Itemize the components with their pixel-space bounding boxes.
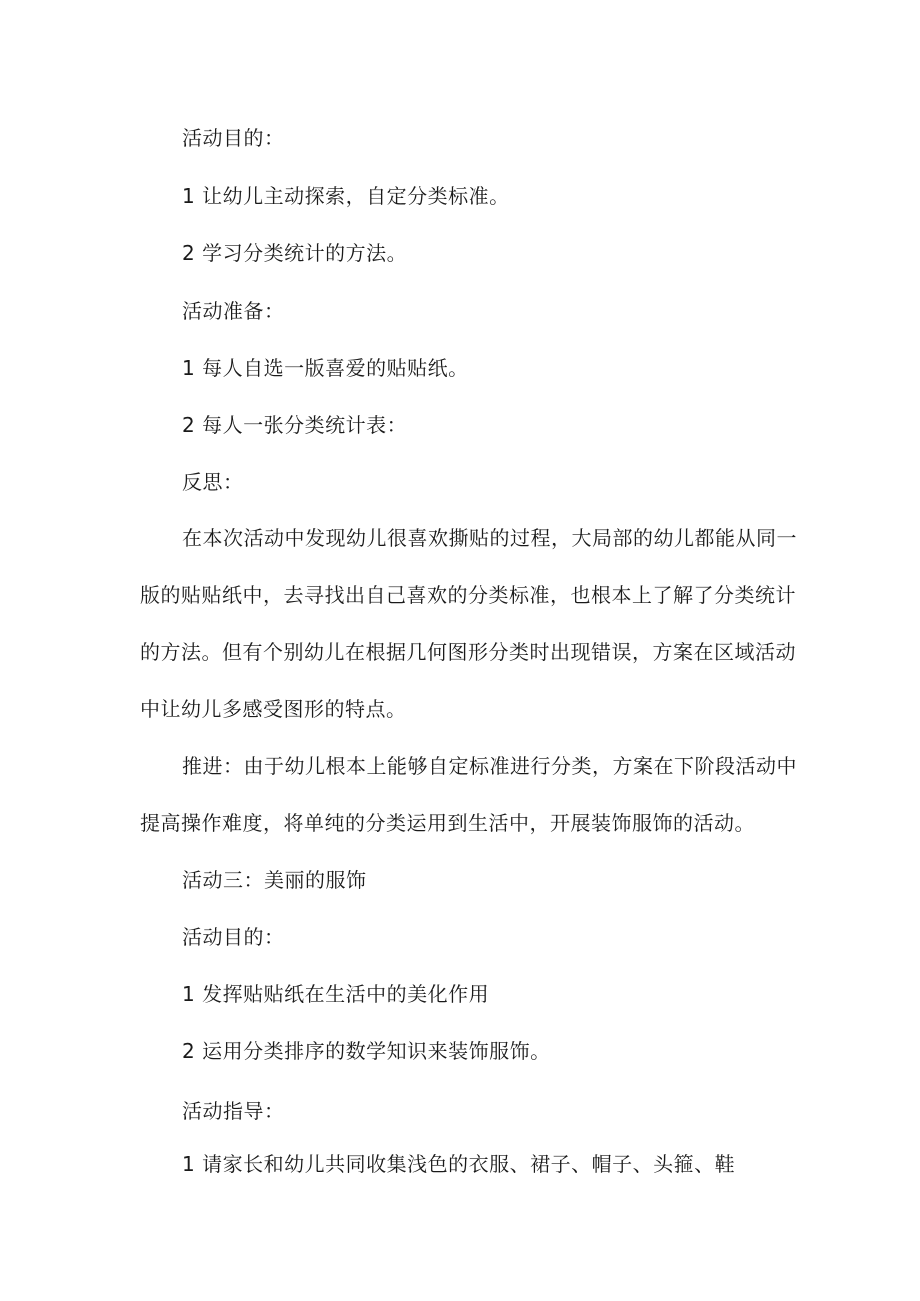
heading-reflection: 反思： [182, 470, 244, 494]
reflection-paragraph-line-2: 版的贴贴纸中，去寻找出自己喜欢的分类标准，也根本上了解了分类统计 [140, 583, 796, 607]
reflection-paragraph-line-3: 的方法。但有个别幼儿在根据几何图形分类时出现错误，方案在区域活动 [140, 640, 796, 664]
heading-activity-goal: 活动目的： [182, 126, 285, 150]
goal-item-2: 2 学习分类统计的方法。 [182, 241, 408, 265]
goal-2-item-2: 2 运用分类排序的数学知识来装饰服饰。 [182, 1039, 551, 1063]
preparation-item-2: 2 每人一张分类统计表： [182, 413, 408, 437]
goal-item-1: 1 让幼儿主动探索，自定分类标准。 [182, 184, 510, 208]
goal-2-item-1: 1 发挥贴贴纸在生活中的美化作用 [182, 982, 490, 1006]
heading-activity-preparation: 活动准备： [182, 299, 285, 323]
advance-paragraph-line-2: 提高操作难度，将单纯的分类运用到生活中，开展装饰服饰的活动。 [140, 811, 755, 835]
reflection-paragraph-line-1: 在本次活动中发现幼儿很喜欢撕贴的过程，大局部的幼儿都能从同一 [182, 526, 797, 550]
advance-paragraph-line-1: 推进：由于幼儿根本上能够自定标准进行分类，方案在下阶段活动中 [182, 754, 797, 778]
guidance-item-1: 1 请家长和幼儿共同收集浅色的衣服、裙子、帽子、头箍、鞋 [182, 1152, 736, 1176]
heading-activity-three: 活动三：美丽的服饰 [182, 868, 367, 892]
heading-activity-goal-2: 活动目的： [182, 925, 285, 949]
reflection-paragraph-line-4: 中让幼儿多感受图形的特点。 [140, 697, 407, 721]
heading-activity-guidance: 活动指导： [182, 1099, 285, 1123]
preparation-item-1: 1 每人自选一版喜爱的贴贴纸。 [182, 356, 469, 380]
